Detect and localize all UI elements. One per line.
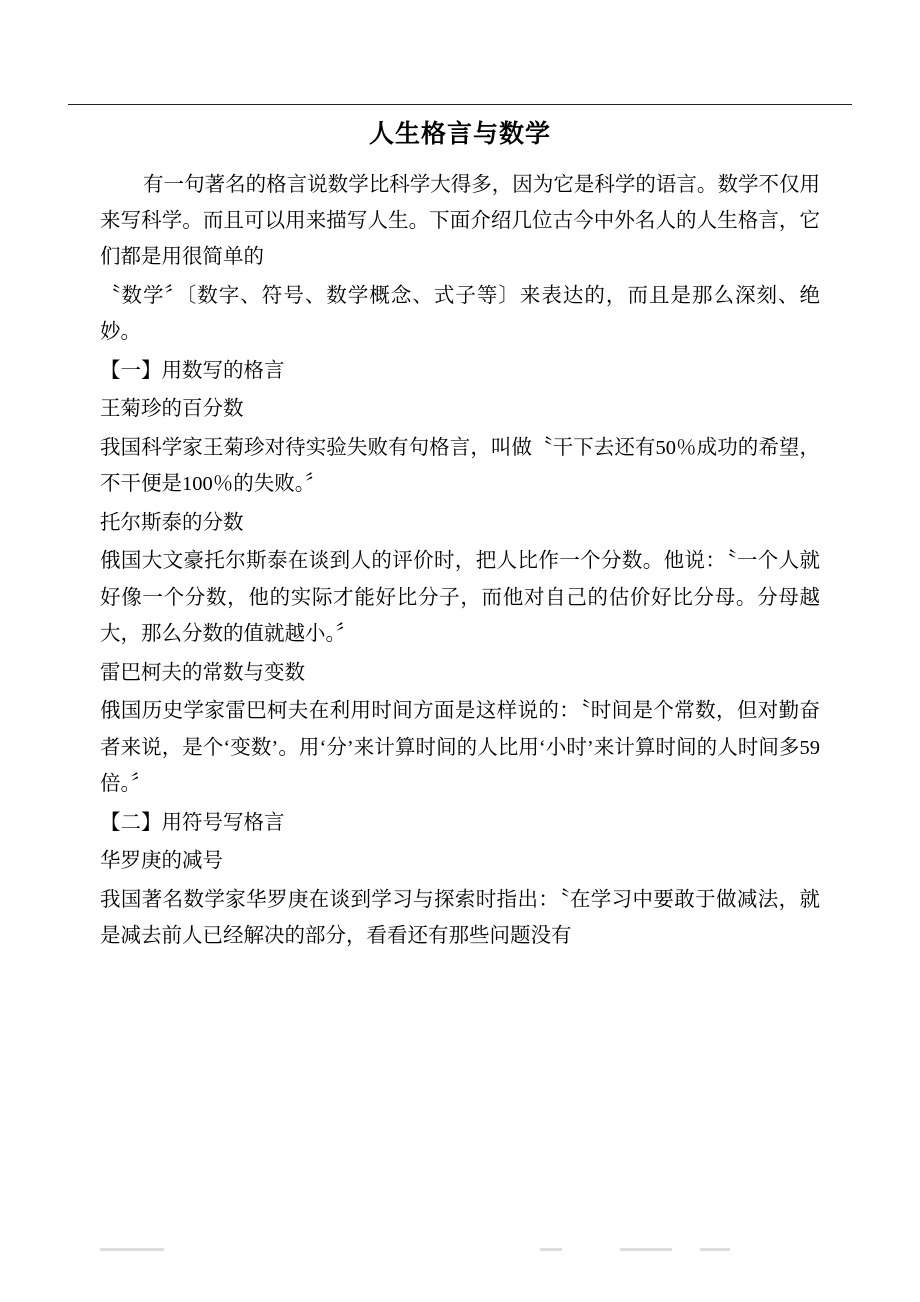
subheading-rybakov: 雷巴柯夫的常数与变数 bbox=[100, 661, 305, 684]
paragraph-wangjuzhen: 我国科学家王菊珍对待实验失败有句格言，叫做〝干下去还有50％成功的希望，不干便是100％的失败。〞 bbox=[100, 436, 820, 496]
footer-mark bbox=[540, 1248, 562, 1251]
footer-mark bbox=[700, 1248, 730, 1251]
subheading-wangjuzhen: 王菊珍的百分数 bbox=[100, 398, 244, 421]
paragraph-hualuogeng: 我国著名数学家华罗庚在谈到学习与探索时指出：〝在学习中要敢于做减法，就是减去前人已经解决的部分，看看还有那些问题没有 bbox=[100, 888, 820, 948]
document-body bbox=[100, 167, 820, 955]
header-divider bbox=[68, 104, 852, 105]
paragraph-tolstoy: 俄国大文豪托尔斯泰在谈到人的评价时，把人比作一个分数。他说：〝一个人就好像一个分数，他的实际才能好比分子，而他对自己的估价好比分母。分母越大，那么分数的值就越小。〞 bbox=[100, 550, 820, 646]
section-heading-two: 【二】用符号写格言 bbox=[100, 811, 285, 834]
subheading-tolstoy: 托尔斯泰的分数 bbox=[100, 511, 244, 534]
footer-mark bbox=[620, 1248, 672, 1251]
page-title: 人生格言与数学 bbox=[368, 120, 551, 148]
paragraph-rybakov: 俄国历史学家雷巴柯夫在利用时间方面是这样说的：〝时间是个常数，但对勤奋者来说，是个‘变数’。用‘分’来计算时间的人比用‘小时’来计算时间的人时间多59倍。〞 bbox=[100, 700, 820, 796]
footer-mark bbox=[100, 1248, 164, 1251]
footer-marks bbox=[100, 1248, 820, 1258]
paragraph-intro-1: 有一句著名的格言说数学比科学大得多，因为它是科学的语言。数学不仅用来写科学。而且可以用来描写人生。下面介绍几位古今中外名人的人生格言，它们都是用很简单的 bbox=[100, 173, 820, 269]
paragraph-intro-2: 〝数学〞〔数字、符号、数学概念、式子等〕来表达的，而且是那么深刻、绝妙。 bbox=[100, 284, 820, 344]
section-heading-one: 【一】用数写的格言 bbox=[100, 359, 285, 382]
subheading-hualuogeng: 华罗庚的减号 bbox=[100, 850, 223, 873]
